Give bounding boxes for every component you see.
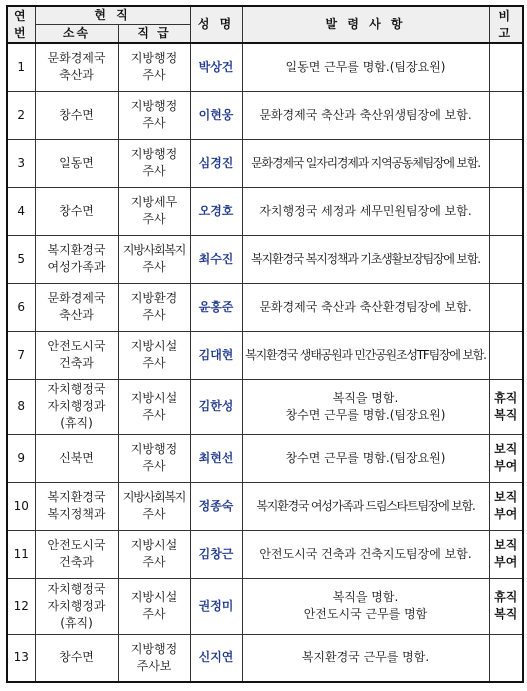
affiliation-cell-line: 복지환경국 [47, 490, 106, 504]
grade-cell [118, 634, 190, 682]
remarks-cell-line: 복직 [494, 607, 518, 621]
grade-cell [118, 434, 190, 482]
grade-cell-line: 지방사회복지 [122, 490, 186, 504]
seq-cell: 1 [7, 43, 35, 91]
seq-header [7, 6, 35, 43]
affiliation-cell-line: 신북면 [59, 450, 94, 465]
appointment-cell [242, 434, 489, 482]
appointment-cell-line: 문화경제국 축산과 축산위생팀장에 보함. [259, 107, 472, 122]
table-row [7, 578, 523, 634]
affiliation-cell [35, 482, 118, 530]
appointment-cell-line: 복지환경국 생태공원과 민간공원조성TF팀장에 보함. [245, 347, 486, 362]
remarks-header: 비 고 [489, 6, 523, 43]
appointment-cell-line: 자치행정국 세정과 세무민원팀장에 보함. [259, 203, 472, 218]
table-row [7, 634, 523, 682]
grade-cell-line: 주사 [142, 459, 166, 473]
affiliation-cell-line: 복지정책과 [47, 507, 106, 521]
grade-cell-line: 주사 [142, 555, 166, 569]
grade-cell-line: 주사 [142, 356, 166, 370]
remarks-cell [489, 283, 523, 331]
grade-cell-line: 지방시설 [130, 339, 178, 353]
seq-cell: 11 [7, 530, 35, 578]
grade-cell-line: 주사 [142, 308, 166, 322]
affiliation-cell-line: (휴직) [60, 416, 93, 430]
seq-header-line1: 연 [13, 8, 29, 23]
name-cell: 정종숙 [190, 482, 242, 530]
table-row [7, 379, 523, 434]
affiliation-cell [35, 283, 118, 331]
grade-cell [118, 482, 190, 530]
personnel-appointment-table [6, 5, 524, 683]
affiliation-cell [35, 578, 118, 634]
grade-cell-line: 주사 [142, 507, 166, 521]
affiliation-cell-line: 창수면 [59, 650, 94, 665]
name-cell: 윤홍준 [190, 283, 242, 331]
seq-cell: 2 [7, 91, 35, 139]
name-cell: 최현선 [190, 434, 242, 482]
appointment-cell-line: 안전도시국 건축과 건축지도팀장에 보함. [259, 546, 472, 561]
appointment-cell-line: 복지환경국 근무를 명함. [301, 650, 430, 665]
affiliation-cell-line: 축산과 [59, 68, 94, 83]
grade-cell-line: 지방사회복지 [122, 243, 186, 257]
affiliation-cell [35, 235, 118, 283]
appointment-cell [242, 43, 489, 91]
appointment-cell [242, 283, 489, 331]
name-cell: 김한성 [190, 379, 242, 434]
name-cell: 김대현 [190, 331, 242, 379]
remarks-cell-line: 부여 [494, 459, 518, 473]
remarks-cell-line: 휴직 [494, 590, 518, 604]
grade-cell-line: 지방행정 [130, 99, 178, 113]
name-cell: 권정미 [190, 578, 242, 634]
appointment-cell-line: 복지환경국 복지정책과 기초생활보장팀장에 보함. [251, 251, 480, 266]
name-cell: 김창근 [190, 530, 242, 578]
appointment-cell [242, 91, 489, 139]
grade-cell-line: 지방행정 [130, 442, 178, 456]
grade-cell-line: 주사 [142, 260, 166, 274]
appointment-cell-line: 안전도시국 근무를 명함 [303, 607, 428, 621]
remarks-cell [489, 482, 523, 530]
seq-cell: 7 [7, 331, 35, 379]
remarks-cell-line: 보직 [494, 490, 518, 504]
affiliation-cell-line: 여성가족과 [47, 260, 106, 274]
appointment-header: 발 령 사 항 [242, 6, 489, 43]
affiliation-cell-line: 자치행정국 [47, 382, 106, 396]
remarks-cell [489, 331, 523, 379]
table-row [7, 434, 523, 482]
grade-cell [118, 43, 190, 91]
table-row [7, 43, 523, 91]
affiliation-cell [35, 379, 118, 434]
grade-cell-line: 지방시설 [130, 390, 178, 405]
remarks-cell-line: 부여 [494, 555, 518, 569]
current-position-header: 현 직 [35, 6, 190, 25]
seq-cell: 3 [7, 139, 35, 187]
affiliation-cell-line: 문화경제국 [47, 291, 106, 305]
appointment-cell [242, 634, 489, 682]
name-cell: 오경호 [190, 187, 242, 235]
remarks-cell [489, 91, 523, 139]
remarks-cell [489, 139, 523, 187]
seq-cell: 9 [7, 434, 35, 482]
table-row [7, 283, 523, 331]
appointment-cell-line: 창수면 근무를 명함.(팀장요원) [285, 450, 446, 465]
name-header: 성 명 [190, 6, 242, 43]
affiliation-cell-line: 건축과 [59, 356, 94, 370]
appointment-cell [242, 187, 489, 235]
table-header [7, 6, 523, 43]
grade-cell-line: 지방시설 [130, 590, 178, 604]
affiliation-cell [35, 530, 118, 578]
grade-cell [118, 139, 190, 187]
grade-cell [118, 91, 190, 139]
name-cell: 박상건 [190, 43, 242, 91]
remarks-cell-line: 복직 [494, 407, 518, 422]
affiliation-cell [35, 634, 118, 682]
seq-cell: 13 [7, 634, 35, 682]
remarks-cell [489, 578, 523, 634]
remarks-cell [489, 634, 523, 682]
remarks-cell [489, 379, 523, 434]
grade-cell [118, 578, 190, 634]
affiliation-cell [35, 91, 118, 139]
name-cell: 신지연 [190, 634, 242, 682]
affiliation-header: 소속 [35, 25, 118, 44]
affiliation-cell-line: 복지환경국 [47, 243, 106, 257]
affiliation-cell-line: 자치행정과 [47, 399, 106, 413]
affiliation-cell-line: 축산과 [59, 308, 94, 322]
grade-cell-line: 지방행정 [130, 51, 178, 66]
affiliation-cell [35, 434, 118, 482]
table-body [7, 43, 523, 682]
affiliation-cell-line: 안전도시국 [47, 339, 106, 353]
grade-cell [118, 379, 190, 434]
table-row [7, 331, 523, 379]
affiliation-cell-line: 창수면 [59, 107, 94, 122]
remarks-cell-line: 보직 [494, 442, 518, 456]
affiliation-cell-line: 건축과 [59, 555, 94, 569]
remarks-cell [489, 187, 523, 235]
table-row [7, 139, 523, 187]
seq-cell: 5 [7, 235, 35, 283]
affiliation-cell-line: 일동면 [59, 155, 94, 170]
appointment-cell-line: 복직을 명함. [332, 390, 399, 405]
header-row-top [7, 6, 523, 25]
appointment-cell [242, 482, 489, 530]
grade-cell-line: 지방세무 [130, 195, 178, 209]
grade-cell-line: 주사 [142, 212, 166, 226]
affiliation-cell [35, 139, 118, 187]
grade-cell-line: 주사 [142, 116, 166, 130]
affiliation-cell-line: 자치행정과 [47, 598, 106, 613]
appointment-cell [242, 578, 489, 634]
grade-cell-line: 지방행정 [130, 641, 178, 656]
grade-cell [118, 530, 190, 578]
appointment-cell-line: 문화경제국 일자리경제과 지역공동체팀장에 보함. [251, 155, 480, 170]
table-row [7, 530, 523, 578]
appointment-cell-line: 복직을 명함. [332, 590, 399, 604]
seq-cell: 8 [7, 379, 35, 434]
remarks-cell [489, 434, 523, 482]
remarks-cell [489, 43, 523, 91]
remarks-cell [489, 235, 523, 283]
grade-cell-line: 주사 [142, 407, 166, 422]
grade-cell [118, 187, 190, 235]
affiliation-cell-line: 문화경제국 [47, 51, 106, 66]
name-cell: 최수진 [190, 235, 242, 283]
grade-cell-line: 주사 [142, 68, 166, 83]
appointment-cell [242, 139, 489, 187]
seq-cell: 6 [7, 283, 35, 331]
name-cell: 이현웅 [190, 91, 242, 139]
affiliation-cell-line: 창수면 [59, 203, 94, 218]
seq-cell: 10 [7, 482, 35, 530]
seq-header-line2: 번 [13, 25, 29, 40]
grade-cell [118, 331, 190, 379]
affiliation-cell [35, 187, 118, 235]
remarks-cell [489, 530, 523, 578]
table-row [7, 482, 523, 530]
grade-cell-line: 지방환경 [130, 291, 178, 305]
name-cell: 심경진 [190, 139, 242, 187]
seq-cell: 4 [7, 187, 35, 235]
appointment-cell [242, 530, 489, 578]
grade-header: 직 급 [118, 25, 190, 44]
grade-cell [118, 283, 190, 331]
grade-cell-line: 지방시설 [130, 538, 178, 552]
affiliation-cell-line: 안전도시국 [47, 538, 106, 552]
affiliation-cell-line: (휴직) [60, 615, 93, 630]
appointment-cell [242, 331, 489, 379]
affiliation-cell [35, 331, 118, 379]
affiliation-cell-line: 자치행정국 [47, 581, 106, 596]
table-row [7, 235, 523, 283]
table-row [7, 91, 523, 139]
appointment-cell-line: 일동면 근무를 명함.(팀장요원) [285, 59, 446, 74]
remarks-cell-line: 부여 [494, 507, 518, 521]
table-row [7, 187, 523, 235]
remarks-cell-line: 보직 [494, 538, 518, 552]
grade-cell-line: 주사 [142, 164, 166, 178]
grade-cell [118, 235, 190, 283]
appointment-cell-line: 문화경제국 축산과 축산환경팀장에 보함. [259, 299, 472, 314]
appointment-cell-line: 창수면 근무를 명함.(팀장요원) [285, 407, 446, 422]
seq-cell: 12 [7, 578, 35, 634]
appointment-cell [242, 379, 489, 434]
remarks-cell-line: 휴직 [494, 390, 518, 405]
affiliation-cell [35, 43, 118, 91]
grade-cell-line: 주사보 [136, 658, 172, 673]
appointment-cell-line: 복지환경국 여성가족과 드림스타트팀장에 보함. [256, 498, 475, 513]
grade-cell-line: 주사 [142, 607, 166, 621]
appointment-cell [242, 235, 489, 283]
grade-cell-line: 지방행정 [130, 147, 178, 161]
